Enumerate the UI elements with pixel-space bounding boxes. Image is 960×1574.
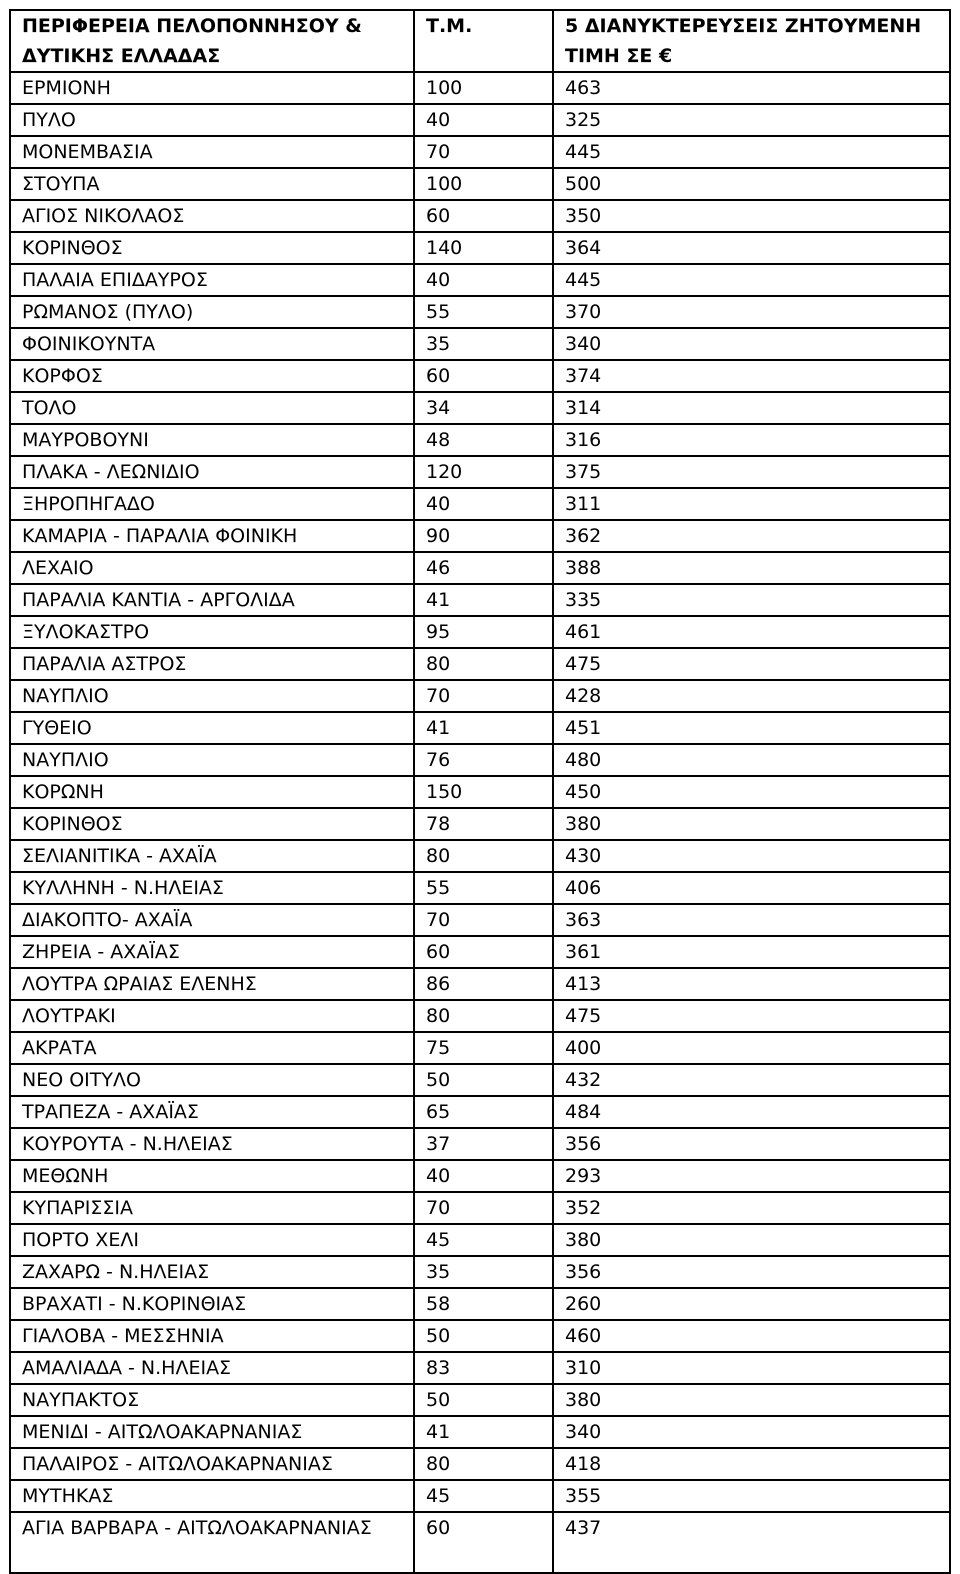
cell-area: 50: [414, 1064, 553, 1096]
cell-location: ΠΑΡΑΛΙΑ ΚΑΝΤΙΑ - ΑΡΓΟΛΙΔΑ: [10, 584, 414, 616]
table-row: [10, 776, 950, 808]
table-row: [10, 232, 950, 264]
cell-location: ΚΟΡΙΝΘΟΣ: [10, 232, 414, 264]
table-row: [10, 1384, 950, 1416]
cell-price: 460: [553, 1320, 950, 1352]
table-row: [10, 552, 950, 584]
cell-price: 388: [553, 552, 950, 584]
cell-price: 293: [553, 1160, 950, 1192]
cell-area: 41: [414, 1416, 553, 1448]
cell-location: ΝΕΟ ΟΙΤΥΛΟ: [10, 1064, 414, 1096]
table-row: [10, 1320, 950, 1352]
cell-price: 437: [553, 1512, 950, 1573]
table-row: [10, 712, 950, 744]
cell-price: 484: [553, 1096, 950, 1128]
cell-area: 140: [414, 232, 553, 264]
cell-area: 60: [414, 1512, 553, 1573]
table-row: [10, 616, 950, 648]
cell-price: 370: [553, 296, 950, 328]
cell-area: 70: [414, 1192, 553, 1224]
table-row: [10, 840, 950, 872]
cell-price: 445: [553, 264, 950, 296]
cell-area: 40: [414, 488, 553, 520]
cell-location: ΜΟΝΕΜΒΑΣΙΑ: [10, 136, 414, 168]
cell-area: 76: [414, 744, 553, 776]
cell-area: 120: [414, 456, 553, 488]
cell-area: 46: [414, 552, 553, 584]
cell-price: 363: [553, 904, 950, 936]
table-row: [10, 456, 950, 488]
table-row: [10, 1192, 950, 1224]
table-row: [10, 1512, 950, 1573]
cell-location: ΠΑΛΑΙΑ ΕΠΙΔΑΥΡΟΣ: [10, 264, 414, 296]
cell-price: 450: [553, 776, 950, 808]
cell-area: 45: [414, 1224, 553, 1256]
cell-location: ΝΑΥΠΛΙΟ: [10, 680, 414, 712]
table-row: [10, 1224, 950, 1256]
table-row: [10, 936, 950, 968]
table-row: [10, 1480, 950, 1512]
cell-area: 80: [414, 840, 553, 872]
cell-area: 150: [414, 776, 553, 808]
cell-location: ΡΩΜΑΝΟΣ (ΠΥΛΟ): [10, 296, 414, 328]
cell-price: 430: [553, 840, 950, 872]
cell-area: 55: [414, 296, 553, 328]
cell-area: 41: [414, 712, 553, 744]
cell-price: 356: [553, 1128, 950, 1160]
cell-price: 325: [553, 104, 950, 136]
table-row: [10, 648, 950, 680]
cell-area: 75: [414, 1032, 553, 1064]
cell-location: ΚΟΡΩΝΗ: [10, 776, 414, 808]
cell-area: 83: [414, 1352, 553, 1384]
cell-area: 78: [414, 808, 553, 840]
cell-price: 463: [553, 72, 950, 104]
cell-price: 406: [553, 872, 950, 904]
cell-area: 65: [414, 1096, 553, 1128]
cell-area: 70: [414, 680, 553, 712]
cell-price: 362: [553, 520, 950, 552]
table-row: [10, 1000, 950, 1032]
cell-price: 400: [553, 1032, 950, 1064]
table-row: [10, 104, 950, 136]
header-row: [10, 10, 950, 72]
cell-area: 80: [414, 1448, 553, 1480]
cell-price: 432: [553, 1064, 950, 1096]
cell-location: ΜΥΤΗΚΑΣ: [10, 1480, 414, 1512]
table-row: [10, 1128, 950, 1160]
cell-price: 380: [553, 1224, 950, 1256]
cell-area: 41: [414, 584, 553, 616]
cell-price: 475: [553, 648, 950, 680]
cell-area: 86: [414, 968, 553, 1000]
cell-area: 48: [414, 424, 553, 456]
cell-location: ΑΚΡΑΤΑ: [10, 1032, 414, 1064]
cell-location: ΞΗΡΟΠΗΓΑΔΟ: [10, 488, 414, 520]
table-row: [10, 520, 950, 552]
table-row: [10, 968, 950, 1000]
cell-price: 461: [553, 616, 950, 648]
cell-price: 475: [553, 1000, 950, 1032]
cell-area: 80: [414, 1000, 553, 1032]
cell-location: ΑΓΙΟΣ ΝΙΚΟΛΑΟΣ: [10, 200, 414, 232]
cell-price: 260: [553, 1288, 950, 1320]
table-row: [10, 680, 950, 712]
table-row: [10, 904, 950, 936]
cell-location: ΑΜΑΛΙΑΔΑ - Ν.ΗΛΕΙΑΣ: [10, 1352, 414, 1384]
cell-location: ΞΥΛΟΚΑΣΤΡΟ: [10, 616, 414, 648]
cell-location: ΖΗΡΕΙΑ - ΑΧΑΪΑΣ: [10, 936, 414, 968]
cell-price: 350: [553, 200, 950, 232]
cell-area: 50: [414, 1320, 553, 1352]
table-row: [10, 488, 950, 520]
table-row: [10, 200, 950, 232]
cell-location: ΝΑΥΠΑΚΤΟΣ: [10, 1384, 414, 1416]
cell-area: 35: [414, 1256, 553, 1288]
cell-area: 60: [414, 200, 553, 232]
price-table: [9, 9, 951, 1574]
cell-location: ΜΑΥΡΟΒΟΥΝΙ: [10, 424, 414, 456]
cell-location: ΤΡΑΠΕΖΑ - ΑΧΑΪΑΣ: [10, 1096, 414, 1128]
table-row: [10, 424, 950, 456]
cell-location: ΛΟΥΤΡΑ ΩΡΑΙΑΣ ΕΛΕΝΗΣ: [10, 968, 414, 1000]
cell-location: ΣΤΟΥΠΑ: [10, 168, 414, 200]
cell-location: ΠΑΡΑΛΙΑ ΑΣΤΡΟΣ: [10, 648, 414, 680]
cell-location: ΣΕΛΙΑΝΙΤΙΚΑ - ΑΧΑΪΑ: [10, 840, 414, 872]
table-row: [10, 392, 950, 424]
table-row: [10, 872, 950, 904]
cell-location: ΚΑΜΑΡΙΑ - ΠΑΡΑΛΙΑ ΦΟΙΝΙΚΗ: [10, 520, 414, 552]
cell-location: ΝΑΥΠΛΙΟ: [10, 744, 414, 776]
table-row: [10, 1288, 950, 1320]
cell-location: ΠΟΡΤΟ ΧΕΛΙ: [10, 1224, 414, 1256]
table-row: [10, 264, 950, 296]
cell-price: 356: [553, 1256, 950, 1288]
cell-price: 428: [553, 680, 950, 712]
header-area: Τ.Μ.: [414, 10, 553, 72]
table-row: [10, 168, 950, 200]
cell-price: 361: [553, 936, 950, 968]
cell-location: ΜΕΘΩΝΗ: [10, 1160, 414, 1192]
table-row: [10, 744, 950, 776]
header-price: 5 ΔΙΑΝΥΚΤΕΡΕΥΣΕΙΣ ΖΗΤΟΥΜΕΝΗ ΤΙΜΗ ΣΕ €: [553, 10, 950, 72]
cell-price: 364: [553, 232, 950, 264]
cell-location: ΠΥΛΟ: [10, 104, 414, 136]
cell-area: 60: [414, 936, 553, 968]
table-row: [10, 1448, 950, 1480]
table-row: [10, 72, 950, 104]
cell-area: 80: [414, 648, 553, 680]
cell-area: 45: [414, 1480, 553, 1512]
cell-price: 500: [553, 168, 950, 200]
cell-location: ΑΓΙΑ ΒΑΡΒΑΡΑ - ΑΙΤΩΛΟΑΚΑΡΝΑΝΙΑΣ: [10, 1512, 414, 1573]
cell-price: 340: [553, 1416, 950, 1448]
cell-area: 70: [414, 136, 553, 168]
table-row: [10, 1256, 950, 1288]
cell-area: 90: [414, 520, 553, 552]
cell-location: ΒΡΑΧΑΤΙ - Ν.ΚΟΡΙΝΘΙΑΣ: [10, 1288, 414, 1320]
cell-price: 355: [553, 1480, 950, 1512]
table-row: [10, 360, 950, 392]
cell-area: 60: [414, 360, 553, 392]
cell-area: 40: [414, 1160, 553, 1192]
cell-location: ΛΟΥΤΡΑΚΙ: [10, 1000, 414, 1032]
table-row: [10, 1032, 950, 1064]
cell-price: 311: [553, 488, 950, 520]
cell-price: 314: [553, 392, 950, 424]
cell-area: 40: [414, 104, 553, 136]
table-row: [10, 136, 950, 168]
cell-price: 375: [553, 456, 950, 488]
cell-location: ΠΑΛΑΙΡΟΣ - ΑΙΤΩΛΟΑΚΑΡΝΑΝΙΑΣ: [10, 1448, 414, 1480]
cell-area: 50: [414, 1384, 553, 1416]
header-region: ΠΕΡΙΦΕΡΕΙΑ ΠΕΛΟΠΟΝΝΗΣΟΥ & ΔΥΤΙΚΗΣ ΕΛΛΑΔΑΣ: [10, 10, 414, 72]
cell-price: 418: [553, 1448, 950, 1480]
cell-area: 100: [414, 72, 553, 104]
cell-location: ΚΟΡΦΟΣ: [10, 360, 414, 392]
table-row: [10, 296, 950, 328]
table-row: [10, 1160, 950, 1192]
table-row: [10, 808, 950, 840]
cell-area: 37: [414, 1128, 553, 1160]
table-row: [10, 1352, 950, 1384]
cell-price: 335: [553, 584, 950, 616]
cell-area: 55: [414, 872, 553, 904]
cell-location: ΚΥΛΛΗΝΗ - Ν.ΗΛΕΙΑΣ: [10, 872, 414, 904]
cell-location: ΚΥΠΑΡΙΣΣΙΑ: [10, 1192, 414, 1224]
cell-location: ΖΑΧΑΡΩ - Ν.ΗΛΕΙΑΣ: [10, 1256, 414, 1288]
cell-area: 34: [414, 392, 553, 424]
cell-area: 35: [414, 328, 553, 360]
cell-price: 451: [553, 712, 950, 744]
cell-price: 380: [553, 1384, 950, 1416]
cell-location: ΦΟΙΝΙΚΟΥΝΤΑ: [10, 328, 414, 360]
cell-location: ΚΟΡΙΝΘΟΣ: [10, 808, 414, 840]
cell-location: ΓΥΘΕΙΟ: [10, 712, 414, 744]
cell-area: 95: [414, 616, 553, 648]
cell-location: ΔΙΑΚΟΠΤΟ- ΑΧΑΪΑ: [10, 904, 414, 936]
cell-area: 40: [414, 264, 553, 296]
table-row: [10, 328, 950, 360]
table-row: [10, 1416, 950, 1448]
cell-price: 374: [553, 360, 950, 392]
table-row: [10, 1096, 950, 1128]
cell-location: ΛΕΧΑΙΟ: [10, 552, 414, 584]
cell-price: 445: [553, 136, 950, 168]
cell-price: 310: [553, 1352, 950, 1384]
cell-area: 100: [414, 168, 553, 200]
cell-location: ΠΛΑΚΑ - ΛΕΩΝΙΔΙΟ: [10, 456, 414, 488]
cell-price: 480: [553, 744, 950, 776]
cell-location: ΜΕΝΙΔΙ - ΑΙΤΩΛΟΑΚΑΡΝΑΝΙΑΣ: [10, 1416, 414, 1448]
cell-area: 58: [414, 1288, 553, 1320]
cell-area: 70: [414, 904, 553, 936]
cell-location: ΓΙΑΛΟΒΑ - ΜΕΣΣΗΝΙΑ: [10, 1320, 414, 1352]
cell-price: 352: [553, 1192, 950, 1224]
cell-price: 380: [553, 808, 950, 840]
cell-price: 340: [553, 328, 950, 360]
cell-location: ΤΟΛΟ: [10, 392, 414, 424]
table-row: [10, 584, 950, 616]
cell-price: 413: [553, 968, 950, 1000]
table-row: [10, 1064, 950, 1096]
cell-location: ΚΟΥΡΟΥΤΑ - Ν.ΗΛΕΙΑΣ: [10, 1128, 414, 1160]
cell-price: 316: [553, 424, 950, 456]
cell-location: ΕΡΜΙΟΝΗ: [10, 72, 414, 104]
